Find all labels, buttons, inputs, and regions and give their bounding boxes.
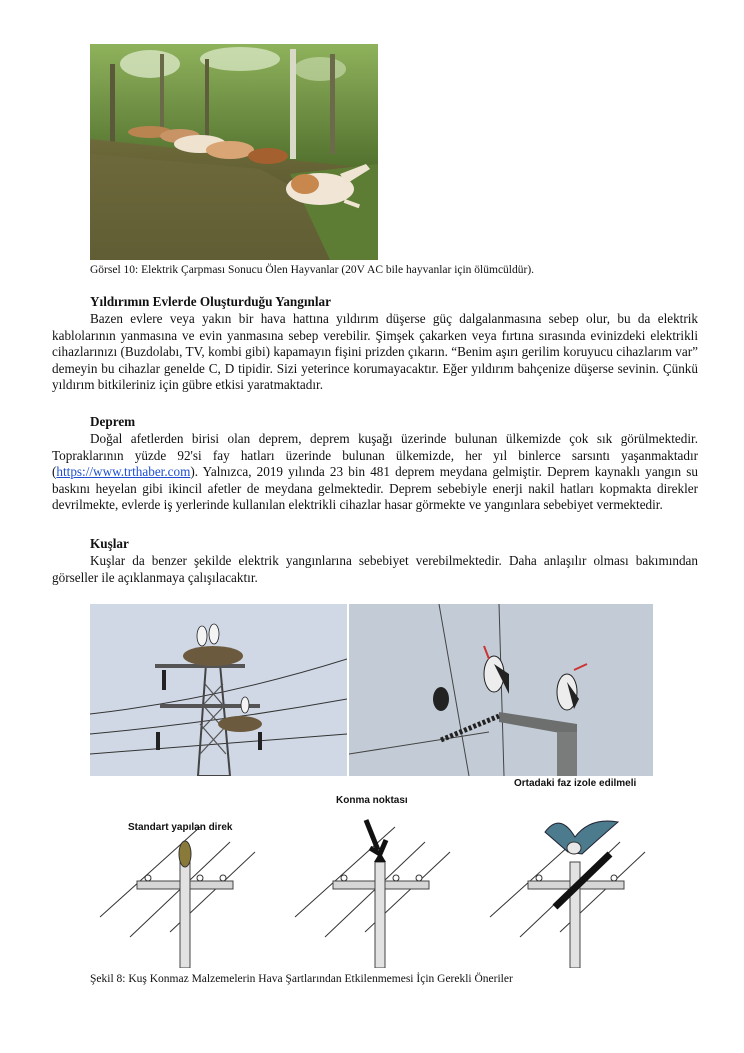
storks-nest-photo <box>90 604 347 776</box>
standard-pole-diagram <box>100 827 255 968</box>
lightning-paragraph: Bazen evlere veya yakın bir hava hattına yıldırım düşerse güç dalgalanmasına sebep olur, bu da elektrik kablolarının yanmasına ve evin yanmasına sebep verebilir. Şimşek çakarken veya fırtına sırasında evinizdeki elektrikli cihazlarınızı (Buzdolabı, TV, kombi gibi) kapamayın fişini prizden çıkarın. “Benim aşırı gerilim koruyucu cihazlarım var” demeyin bu cihazlar genelde C, D tipidir. Sizi yeterince korumayacaktır. Eğer yıldırım bahçenize düşerse sevinin. Çünkü yıldırım bitkileriniz için gübre etkisi yaratmaktadır. <box>52 311 698 393</box>
section-heading-birds: Kuşlar <box>90 536 129 551</box>
storks-crossarm-photo <box>349 604 653 776</box>
figure1-caption: Görsel 10: Elektrik Çarpması Sonucu Ölen Hayvanlar (20V AC bile hayvanlar için ölümcüldür). <box>90 264 535 276</box>
landing-point-label: Konma noktası <box>336 795 408 806</box>
pole-diagram <box>90 792 653 968</box>
standard-pole-label: Standart yapılan direk <box>128 822 233 833</box>
insulated-pole-diagram <box>490 821 645 968</box>
birds-paragraph: Kuşlar da benzer şekilde elektrik yangınlarına sebebiyet verebilmektedir. Daha anlaşılır olması bakımından görseller ile açıklanmaya çalışılacaktır. <box>52 553 698 585</box>
earthquake-text-before: Doğal afetlerden birisi olan deprem, deprem kuşağı üzerinde bulunan ülkemizde çok sık görülmektedir. Topraklarının yüzde 92'si fay hatları üzerinde bulunan ülkemizde, her yıl binlerce sarsıntı yaşanmaktadır ( <box>52 431 698 480</box>
section-heading-earthquake: Deprem <box>90 414 136 429</box>
trthaber-link[interactable]: https://www.trthaber.com <box>56 464 191 480</box>
earthquake-paragraph <box>52 431 698 514</box>
landing-point-pole-diagram <box>295 820 450 968</box>
figure2-caption: Şekil 8: Kuş Konmaz Malzemelerin Hava Şartlarından Etkilenmemesi İçin Gerekli Öneriler <box>90 973 513 985</box>
earthquake-text-after: ). Yalnızca, 2019 yılında 23 bin 481 deprem meydana gelmiştir. Deprem kaynaklı yangın su baskını heyelan gibi ikincil afetler de meydana gelmektedir. Deprem sebebiyle enerji nakil hatları kopmakta direkler devrilmekte, evlerde iş yerlerinde kullanılan elektrikli cihazlar hasar görmekte ve yangınlara sebebiyet vermektedir. <box>52 464 698 513</box>
section-heading-lightning: Yıldırımın Evlerde Oluşturduğu Yangınlar <box>90 294 331 309</box>
dead-animals-photo <box>90 44 378 260</box>
middle-phase-label: Ortadaki faz izole edilmeli <box>514 778 637 789</box>
